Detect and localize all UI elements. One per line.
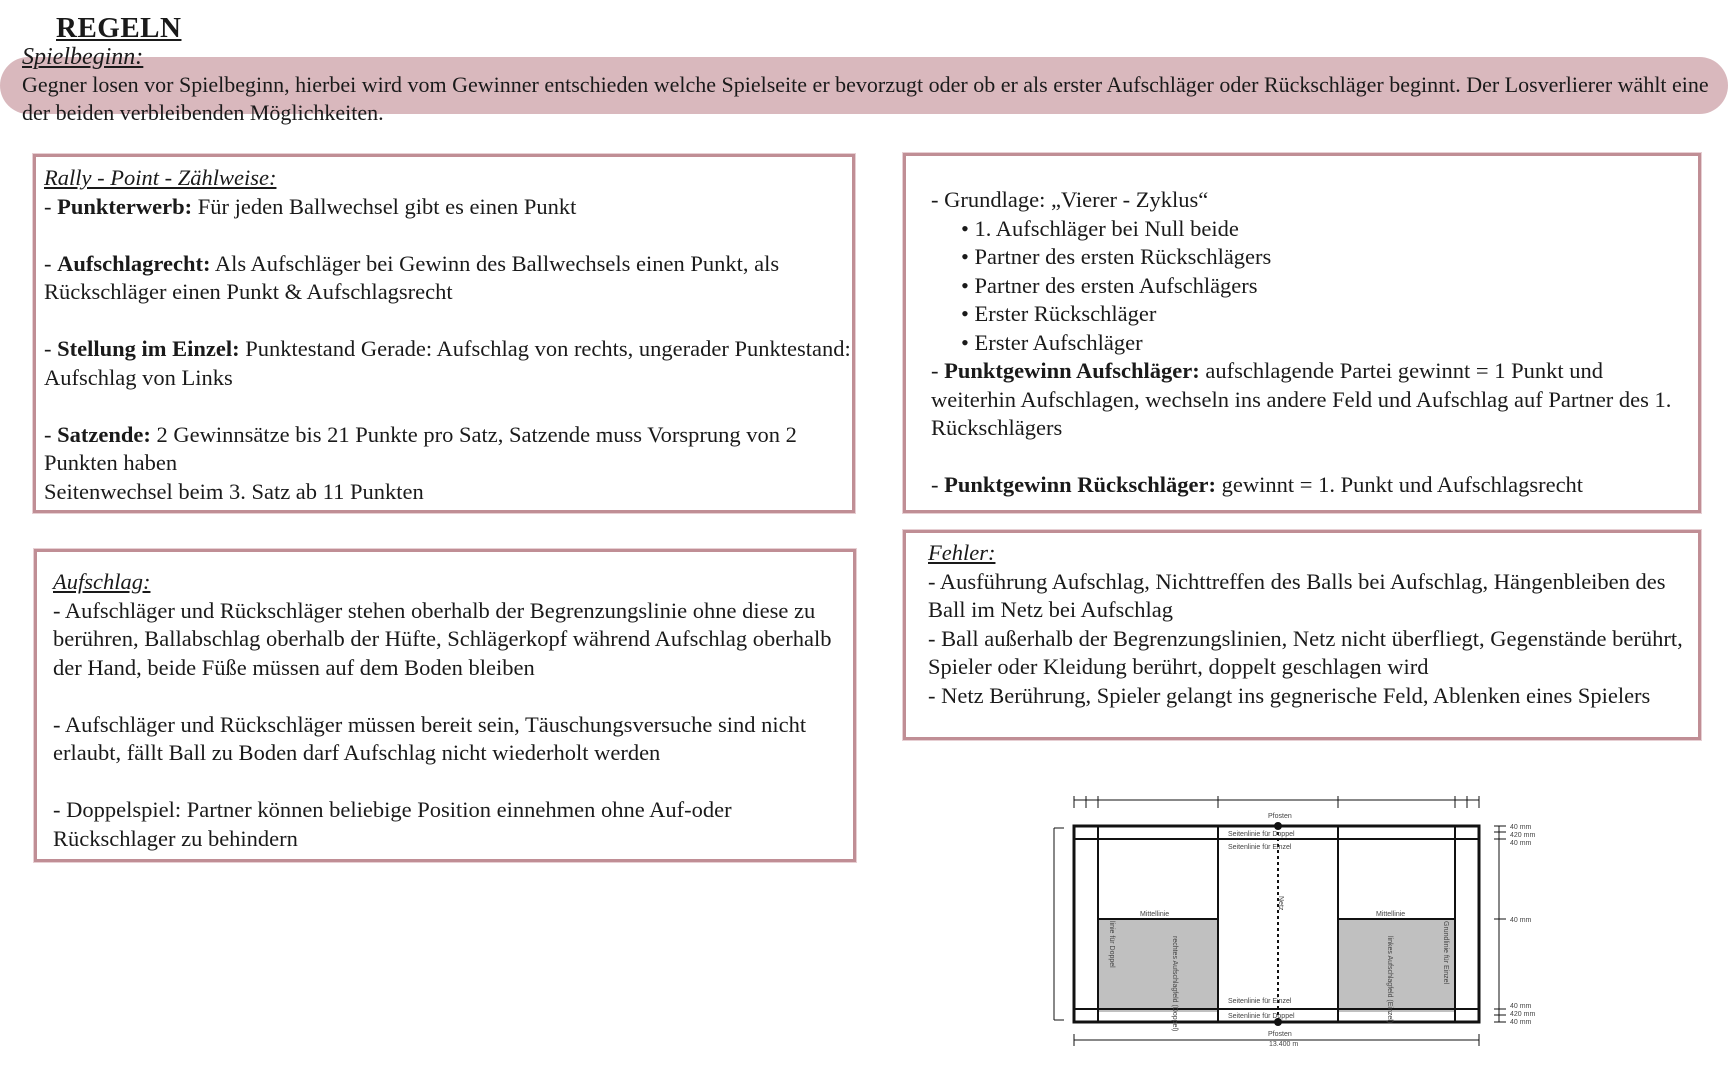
dimension-label: 40 mm bbox=[1510, 840, 1532, 847]
rally-extra: Seitenwechsel beim 3. Satz ab 11 Punkten bbox=[44, 478, 424, 504]
dimension-label: 420 mm bbox=[1510, 1011, 1536, 1018]
dimension-label: 40 mm bbox=[1510, 824, 1532, 831]
receiver-point: - Punktgewinn Rückschläger: gewinnt = 1. Punkt und Aufschlagsrecht bbox=[931, 472, 1584, 497]
court-diagram bbox=[1028, 756, 1553, 1046]
rally-item: - Stellung im Einzel: Punktestand Gerade: Aufschlag von rechts, ungerader Punktestand: Aufschlag von Links bbox=[44, 336, 851, 390]
faults-heading: Fehler: bbox=[928, 540, 996, 565]
field-label: linkes Aufschlagfeld (Einzel) bbox=[1386, 936, 1393, 1024]
list-item: • 1. Aufschläger bei Null beide bbox=[961, 215, 1688, 244]
page-title: REGELN bbox=[56, 12, 182, 44]
cycle-basis: - Grundlage: „Vierer - Zyklus“ bbox=[931, 187, 1209, 212]
dimension-label: 40 mm bbox=[1510, 1019, 1532, 1026]
post-label: Pfosten bbox=[1268, 813, 1292, 820]
rally-item: - Satzende: 2 Gewinnsätze bis 21 Punkte pro Satz, Satzende muss Vorsprung von 2 Punkten haben bbox=[44, 421, 797, 475]
centerline-label: Mittellinie bbox=[1140, 911, 1170, 918]
start-text: Gegner losen vor Spielbeginn, hierbei wird vom Gewinner entschieden welche Spielseite er bevorzugt oder ob er als erster Aufschläger oder Rückschläger beginnt. Der Losverlierer wählt eine der beiden verbleibenden Möglichkeiten. bbox=[22, 72, 1709, 125]
faults-box bbox=[903, 530, 1701, 740]
serve-heading: Aufschlag: bbox=[53, 569, 151, 594]
fault-item: - Ball außerhalb der Begrenzungslinien, Netz nicht überfliegt, Gegenstände berührt, Spieler oder Kleidung berührt, doppelt geschlagen wird bbox=[928, 625, 1683, 679]
dimension-label: 40 mm bbox=[1510, 917, 1532, 924]
serve-item: - Aufschläger und Rückschläger müssen bereit sein, Täuschungsversuche sind nicht erlaubt, fällt Ball zu Boden darf Aufschlag nicht wiederholt werden bbox=[53, 711, 807, 765]
serve-item: - Doppelspiel: Partner können beliebige Position einnehmen ohne Auf-oder Rückschlager zu behindern bbox=[53, 797, 732, 851]
rally-heading: Rally - Point - Zählweise: bbox=[44, 165, 277, 190]
centerline-label: Mittellinie bbox=[1376, 911, 1406, 918]
cycle-list bbox=[931, 215, 1688, 358]
net-label: Netz bbox=[1277, 896, 1284, 911]
fault-item: - Ausführung Aufschlag, Nichttreffen des Balls bei Aufschlag, Hängenbleiben des Ball im Netz bei Aufschlag bbox=[928, 568, 1666, 622]
dimension-label: 420 mm bbox=[1510, 832, 1536, 839]
post-label: Pfosten bbox=[1268, 1031, 1292, 1038]
rally-point-box bbox=[33, 154, 855, 513]
serve-box bbox=[34, 549, 856, 862]
sideline-label: Seitenlinie für Doppel bbox=[1228, 1013, 1295, 1020]
field-label: rechtes Aufschlagfeld (Doppel) bbox=[1171, 936, 1178, 1032]
sideline-label: Seitenlinie für Einzel bbox=[1228, 998, 1292, 1005]
list-item: • Partner des ersten Aufschlägers bbox=[961, 272, 1688, 301]
rally-item: - Aufschlagrecht: Als Aufschläger bei Gewinn des Ballwechsels einen Punkt, als Rückschläger einen Punkt & Aufschlagsrecht bbox=[44, 250, 780, 304]
dimension-label: 40 mm bbox=[1510, 1003, 1532, 1010]
line-label: Grundlinie für Einzel bbox=[1442, 921, 1449, 985]
sideline-label: Seitenlinie für Einzel bbox=[1228, 844, 1292, 851]
server-point: - Punktgewinn Aufschläger: aufschlagende Partei gewinnt = 1 Punkt und weiterhin Aufschlagen, wechseln ins andere Feld und Aufschlag auf Partner des 1. Rückschlägers bbox=[931, 358, 1672, 440]
list-item: • Erster Rückschläger bbox=[961, 300, 1688, 329]
post bbox=[1275, 823, 1282, 830]
sideline-label: Seitenlinie für Doppel bbox=[1228, 831, 1295, 838]
length-label: 13,400 m bbox=[1269, 1041, 1299, 1046]
cycle-box bbox=[903, 153, 1701, 513]
list-item: • Partner des ersten Rückschlägers bbox=[961, 243, 1688, 272]
service-court-shade bbox=[1098, 919, 1218, 1012]
rally-item: - Punkterwerb: Für jeden Ballwechsel gibt es einen Punkt bbox=[44, 193, 577, 219]
start-heading: Spielbeginn: bbox=[22, 44, 144, 70]
service-court-shade bbox=[1338, 919, 1455, 1012]
list-item: • Erster Aufschläger bbox=[961, 329, 1688, 358]
serve-item: - Aufschläger und Rückschläger stehen oberhalb der Begrenzungslinie ohne diese zu berühren, Ballabschlag oberhalb der Hüfte, Schlägerkopf während Aufschlag oberhalb der Hand, beide Füße müssen auf dem Boden bleiben bbox=[53, 597, 832, 680]
line-label: linie für Doppel bbox=[1108, 921, 1115, 968]
fault-item: - Netz Berührung, Spieler gelangt ins gegnerische Feld, Ablenken eines Spielers bbox=[928, 682, 1651, 708]
